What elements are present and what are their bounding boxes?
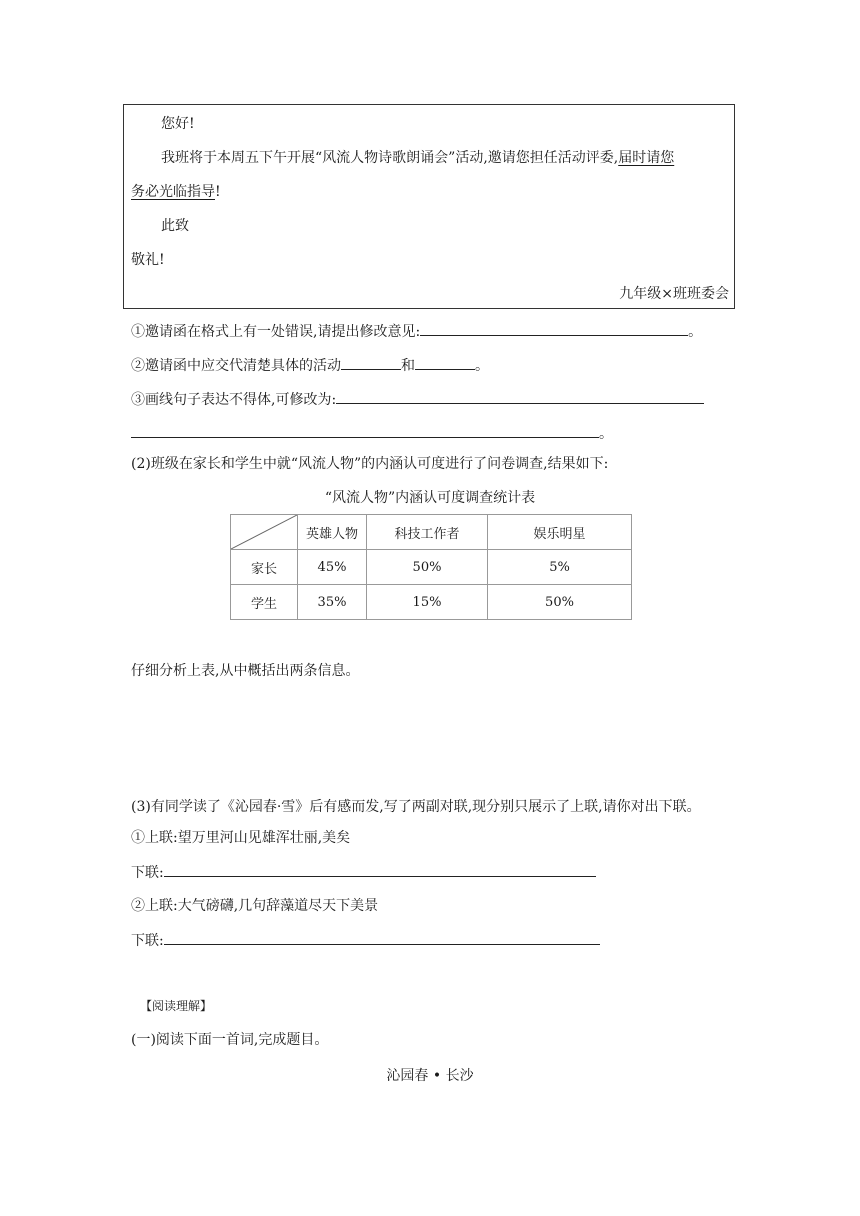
- question-1-3-text: ③画线句子表达不得体,可修改为:: [131, 392, 337, 408]
- letter-closing-2: 敬礼!: [131, 252, 165, 268]
- column-header: 英雄人物: [298, 515, 367, 550]
- question-3-intro: (3)有同学读了《沁园春·雪》后有感而发,写了两副对联,现分别只展示了上联,请你对出下联。: [131, 799, 701, 815]
- answer-blank-1-3-b[interactable]: [131, 423, 599, 438]
- question-1-1: [131, 321, 702, 342]
- letter-body-line-2: [131, 182, 221, 202]
- question-2-prompt: 仔细分析上表,从中概括出两条信息。: [131, 663, 360, 679]
- letter-underlined-sentence-part-1: 届时请您: [618, 150, 675, 166]
- reading-intro: (一)阅读下面一首词,完成题目。: [131, 1032, 329, 1048]
- table-cell: 50%: [488, 585, 632, 620]
- couplet-1-lower: [131, 862, 596, 883]
- table-header-row: [231, 515, 632, 550]
- letter-greeting: 您好!: [161, 116, 195, 132]
- letter-body-end: !: [215, 184, 221, 200]
- question-1-2-and: 和: [401, 358, 415, 374]
- letter-signature: 九年级×班班委会: [619, 286, 729, 302]
- table-cell: 45%: [298, 550, 367, 585]
- column-header: 娱乐明星: [488, 515, 632, 550]
- letter-body-line-1: [161, 148, 674, 168]
- answer-blank-1-3-a[interactable]: [336, 389, 704, 404]
- couplet-2-lower-label: 下联:: [131, 933, 164, 949]
- question-2-intro: (2)班级在家长和学生中就“风流人物”的内涵认可度进行了问卷调查,结果如下:: [131, 456, 609, 472]
- answer-blank-couplet-2[interactable]: [164, 930, 600, 945]
- table-corner-cell: [231, 515, 298, 550]
- couplet-1-lower-label: 下联:: [131, 865, 164, 881]
- answer-blank-couplet-1[interactable]: [164, 862, 596, 877]
- letter-underlined-sentence-part-2: 务必光临指导: [131, 184, 215, 200]
- letter-closing-1: 此致: [161, 218, 189, 234]
- poem-title: 沁园春 • 长沙: [386, 1068, 474, 1084]
- answer-blank-1-2-b[interactable]: [415, 355, 475, 370]
- question-1-2-text: ②邀请函中应交代清楚具体的活动: [131, 358, 341, 374]
- question-1-1-end: 。: [688, 324, 703, 340]
- question-1-2: [131, 355, 489, 376]
- question-1-3-line-2: [131, 423, 613, 444]
- table-row: [231, 585, 632, 620]
- couplet-2-upper: ②上联:大气磅礴,几句辞藻道尽天下美景: [131, 898, 379, 914]
- table-cell: 15%: [367, 585, 488, 620]
- question-1-1-text: ①邀请函在格式上有一处错误,请提出修改意见:: [131, 324, 421, 340]
- reading-section-label: 【阅读理解】: [140, 999, 213, 1013]
- survey-table-title: “风流人物”内涵认可度调查统计表: [324, 490, 536, 506]
- diagonal-line-icon: [231, 515, 297, 549]
- letter-body-plain: 我班将于本周五下午开展“风流人物诗歌朗诵会”活动,邀请您担任活动评委,: [161, 150, 619, 166]
- question-1-3-end: 。: [599, 426, 613, 442]
- column-header: 科技工作者: [367, 515, 488, 550]
- table-cell: 5%: [488, 550, 632, 585]
- table-cell: 50%: [367, 550, 488, 585]
- row-label: 学生: [231, 585, 298, 620]
- survey-table: [230, 514, 632, 620]
- answer-blank-1-2-a[interactable]: [341, 355, 401, 370]
- table-row: [231, 550, 632, 585]
- invitation-letter-box: [123, 104, 735, 309]
- question-1-3: [131, 389, 704, 410]
- question-1-2-end: 。: [475, 358, 489, 374]
- table-cell: 35%: [298, 585, 367, 620]
- row-label: 家长: [231, 550, 298, 585]
- couplet-2-lower: [131, 930, 600, 951]
- answer-blank-1-1[interactable]: [420, 321, 688, 336]
- couplet-1-upper: ①上联:望万里河山见雄浑壮丽,美矣: [131, 830, 351, 846]
